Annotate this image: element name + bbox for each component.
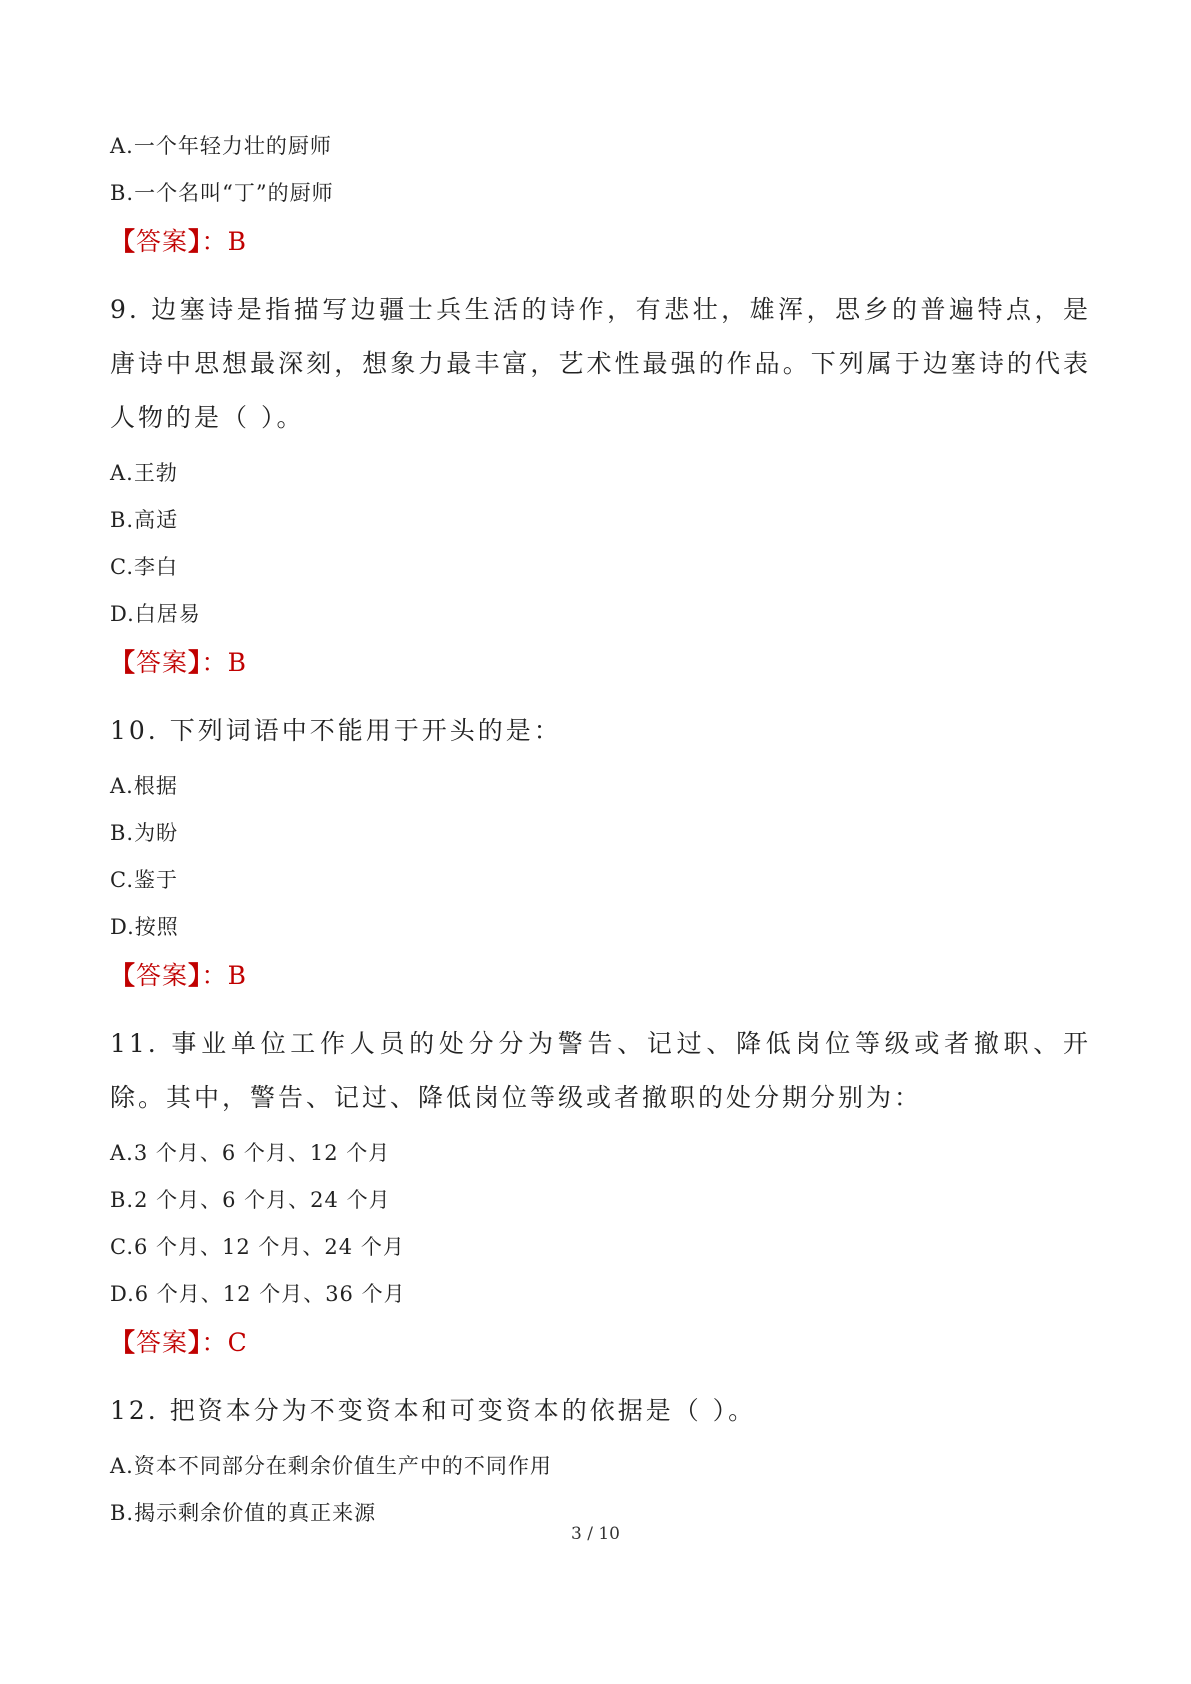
answer-bracket-open: 【: [110, 1328, 137, 1357]
answer-separator: ：: [201, 227, 228, 256]
option-a: A.王勃: [110, 461, 178, 485]
answer-bracket-open: 【: [110, 227, 137, 256]
question-text: 9. 边塞诗是指描写边疆士兵生活的诗作，有悲壮，雄浑，思乡的普遍特点，是唐诗中思想最深刻，想象力最丰富，艺术性最强的作品。下列属于边塞诗的代表人物的是（ ）。: [110, 295, 1091, 432]
answer-line: [110, 226, 1091, 258]
option-a: A.3 个月、6 个月、12 个月: [110, 1141, 391, 1165]
answer-label: 答案: [136, 961, 189, 990]
answer-bracket-close: 】: [188, 1328, 202, 1357]
option-b: B.2 个月、6 个月、24 个月: [110, 1188, 391, 1212]
question-text: 12. 把资本分为不变资本和可变资本的依据是（ ）。: [110, 1396, 757, 1425]
answer-label: 答案: [136, 648, 189, 677]
answer-line: [110, 647, 1091, 679]
option-c: C.鉴于: [110, 868, 178, 892]
answer-separator: ：: [201, 1328, 228, 1357]
answer-bracket-open: 【: [110, 961, 137, 990]
answer-line: [110, 960, 1091, 992]
option-d: D.按照: [110, 915, 179, 939]
question-text: 10. 下列词语中不能用于开头的是：: [110, 716, 562, 745]
question-8-block: [110, 132, 1091, 258]
page-number: 3 / 10: [571, 1524, 620, 1544]
answer-bracket-close: 】: [188, 227, 202, 256]
answer-label: 答案: [136, 1328, 189, 1357]
answer-line: [110, 1327, 1091, 1359]
option-c: C.6 个月、12 个月、24 个月: [110, 1235, 405, 1259]
option-b: B.一个名叫“丁”的厨师: [110, 181, 334, 205]
option-d: D.白居易: [110, 602, 201, 626]
answer-value: B: [227, 227, 247, 256]
question-9-block: [110, 283, 1091, 679]
option-b: B.揭示剩余价值的真正来源: [110, 1501, 377, 1525]
question-text: 11. 事业单位工作人员的处分分为警告、记过、降低岗位等级或者撤职、开除。其中，警告、记过、降低岗位等级或者撤职的处分期分别为：: [110, 1029, 1091, 1112]
option-b: B.为盼: [110, 821, 179, 845]
answer-value: B: [227, 961, 247, 990]
answer-separator: ：: [201, 961, 228, 990]
answer-value: C: [227, 1328, 248, 1357]
answer-bracket-close: 】: [188, 648, 202, 677]
option-a: A.一个年轻力壮的厨师: [110, 134, 332, 158]
question-11-block: [110, 1017, 1091, 1359]
option-d: D.6 个月、12 个月、36 个月: [110, 1282, 406, 1306]
answer-label: 答案: [136, 227, 189, 256]
question-10-block: [110, 704, 1091, 992]
option-c: C.李白: [110, 555, 178, 579]
answer-separator: ：: [201, 648, 228, 677]
answer-value: B: [227, 648, 247, 677]
option-b: B.高适: [110, 508, 179, 532]
option-a: A.根据: [110, 774, 178, 798]
answer-bracket-open: 【: [110, 648, 137, 677]
answer-bracket-close: 】: [188, 961, 202, 990]
question-12-block: [110, 1384, 1091, 1527]
option-a: A.资本不同部分在剩余价值生产中的不同作用: [110, 1454, 552, 1478]
